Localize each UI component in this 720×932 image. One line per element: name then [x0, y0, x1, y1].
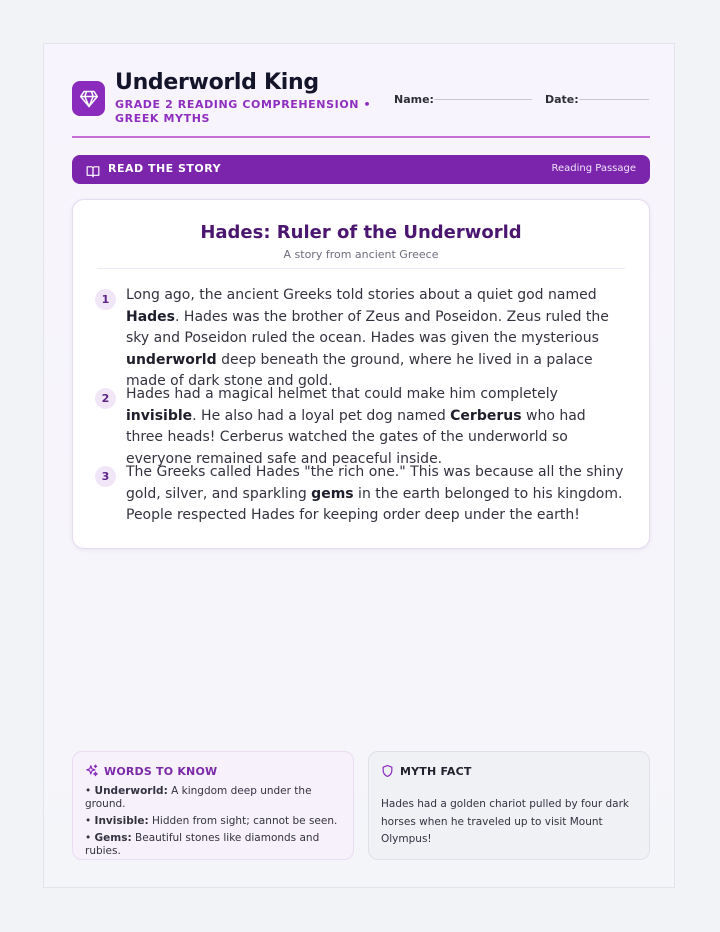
paragraph-text: Hades had a magical helmet that could make him completely invisible. He also had a loyal pet dog named Cerberus who had three heads! Cerberus watched the gates of the underworld so everyone remained safe and peaceful inside.: [126, 386, 586, 467]
paragraph-text: Long ago, the ancient Greeks told stories about a quiet god named Hades. Hades was the brother of Zeus and Poseidon. Zeus ruled the sky and Poseidon ruled the ocean. Hades was given the mysterious underworld deep beneath the ground, where he lived in a palace made of dark stone and gold.: [126, 287, 609, 389]
divider: [97, 268, 625, 269]
page-subtitle: GRADE 2 READING COMPREHENSION • GREEK MYTHS: [115, 98, 372, 125]
vocabulary-list: [85, 785, 347, 862]
banner-right-label: Reading Passage: [551, 163, 636, 174]
words-heading: WORDS TO KNOW: [104, 765, 218, 778]
shield-icon: [381, 764, 394, 781]
name-field[interactable]: [434, 99, 532, 100]
paragraph-text: The Greeks called Hades "the rich one." This was because all the shiny gold, silver, and sparkling gems in the earth belonged to his kingdom. People respected Hades for keeping order deep under the earth!: [126, 464, 624, 523]
paragraph-number: 3: [95, 466, 116, 487]
read-the-story-banner: [72, 155, 650, 184]
banner-label: READ THE STORY: [108, 162, 222, 175]
page-title: Underworld King: [115, 70, 319, 95]
vocabulary-item: • Invisible: Hidden from sight; cannot be seen.: [85, 815, 338, 827]
story-card: [72, 199, 650, 549]
myth-fact-card: [368, 751, 650, 860]
myth-fact-heading: MYTH FACT: [400, 765, 472, 778]
open-book-icon: [86, 163, 100, 182]
vocabulary-item: • Underworld: A kingdom deep under the ground.: [85, 785, 312, 810]
vocabulary-item: • Gems: Beautiful stones like diamonds and rubies.: [85, 832, 320, 857]
story-title: Hades: Ruler of the Underworld: [200, 222, 522, 243]
sparkles-icon: [85, 764, 99, 781]
worksheet-header: [72, 66, 650, 138]
date-label: Date:: [545, 93, 579, 106]
date-field[interactable]: [579, 99, 649, 100]
myth-fact-text: Hades had a golden chariot pulled by four dark horses when he traveled up to visit Mount Olympus!: [381, 798, 629, 845]
diamond-icon: [72, 81, 105, 116]
worksheet-page: [43, 43, 675, 888]
name-label: Name:: [394, 93, 434, 106]
story-subtitle: A story from ancient Greece: [283, 248, 439, 261]
words-to-know-card: [72, 751, 354, 860]
paragraph-number: 2: [95, 388, 116, 409]
paragraph-number: 1: [95, 289, 116, 310]
